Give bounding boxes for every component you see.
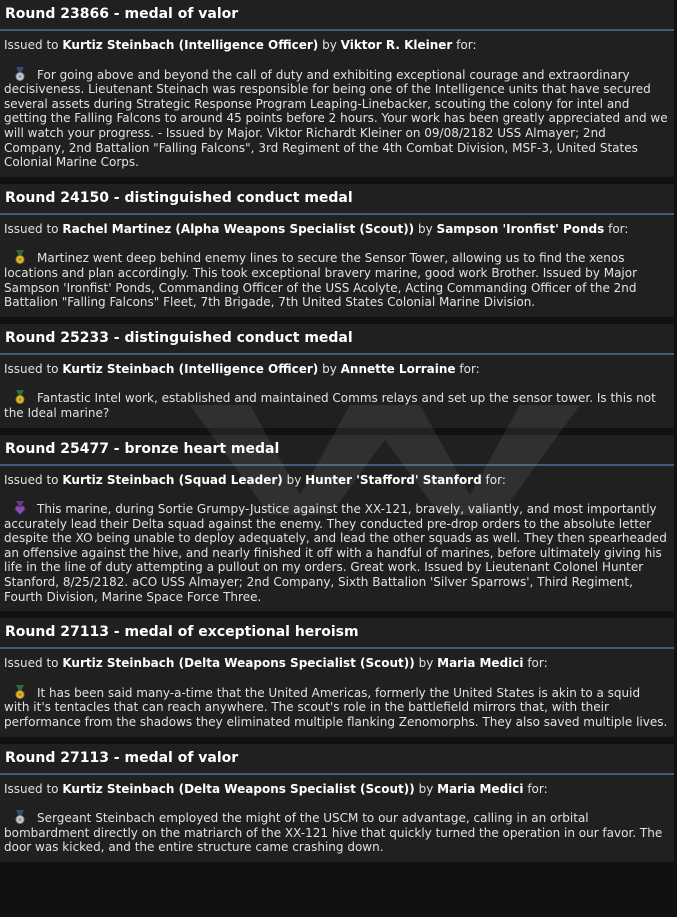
medal-panel xyxy=(0,324,674,428)
round-number: Round 25233 xyxy=(5,329,109,346)
header-separator: - xyxy=(108,624,125,641)
medal-panel xyxy=(0,184,674,317)
medal-header xyxy=(0,744,674,775)
header-separator: - xyxy=(108,749,125,766)
medal-body xyxy=(0,649,674,736)
citation xyxy=(4,250,669,309)
by-text: by xyxy=(418,781,434,796)
issued-line xyxy=(4,782,669,797)
round-number: Round 27113 xyxy=(5,624,109,641)
issued-line xyxy=(4,656,669,671)
issued-to-text: Issued to xyxy=(4,656,59,671)
recipient: Kurtiz Steinbach (Intelligence Officer) xyxy=(62,361,319,376)
medal-name: bronze heart medal xyxy=(124,440,280,457)
medal-gold-icon xyxy=(12,390,28,404)
issuer: Sampson 'Ironfist' Ponds xyxy=(436,221,605,236)
citation-text: For going above and beyond the call of duty and exhibiting exceptional courage and extraordinary decisiveness. Lieutenant Steinach was responsible for being one of the Intelligence units that have secured several assets during Strategic Response Program Leaping-Linebacker, scouting the colony for intel and getting the Falling Falcons to around 45 points before 2 hours. Your work has been greatly appreciated and we will watch your progress. - Issued by Major. Viktor Richardt Kleiner on 09/08/2182 USS Almayer; 2nd Company, 2nd Battalion "Falling Falcons", 3rd Regiment of the 4th Combat Division, MSF-3, United States Colonial Marine Corps. xyxy=(4,67,668,170)
by-text: by xyxy=(418,656,434,671)
for-text: for: xyxy=(527,656,548,671)
by-text: by xyxy=(286,472,302,487)
medal-silver-icon xyxy=(12,810,28,824)
recipient: Kurtiz Steinbach (Delta Weapons Specialist (Scout)) xyxy=(62,656,415,671)
medal-name: distinguished conduct medal xyxy=(124,189,353,206)
medal-name: medal of exceptional heroism xyxy=(124,624,359,641)
issued-line xyxy=(4,362,669,377)
recipient: Kurtiz Steinbach (Squad Leader) xyxy=(62,472,283,487)
issuer: Hunter 'Stafford' Stanford xyxy=(305,472,482,487)
recipient: Kurtiz Steinbach (Intelligence Officer) xyxy=(62,38,319,52)
recipient: Rachel Martinez (Alpha Weapons Specialist (Scout)) xyxy=(62,221,415,236)
medal-body xyxy=(0,215,674,317)
issued-to-text: Issued to xyxy=(4,781,59,796)
citation-text: Sergeant Steinbach employed the might of the USCM to our advantage, calling in an orbital bombardment directly on the matriarch of the XX-121 hive that quickly turned the operation in our favor. The door was kicked, and the entire structure came crashing down. xyxy=(4,811,663,855)
round-number: Round 25477 xyxy=(5,440,109,457)
for-text: for: xyxy=(527,781,548,796)
header-separator: - xyxy=(108,440,125,457)
medal-panel xyxy=(0,0,674,177)
issued-to-text: Issued to xyxy=(4,221,59,236)
citation-text: This marine, during Sortie Grumpy-Justice against the XX-121, bravely, valiantly, and most importantly accurately lead their Delta squad against the enemy. They conducted pre-drop orders to the absolute letter despite the XO being unable to deploy adequately, and lead the other squads as well. They then spearheaded an offensive against the hive, and nearly finished it off with a handful of marines, before ultimately giving his life in the line of duty attempting a pullout on my orders. Great work. Issued by Lieutenant Colonel Hunter Stanford, 8/25/2182. aCO USS Almayer; 2nd Company, Sixth Battalion 'Silver Sparrows', Third Regiment, Fourth Division, Marine Space Force Three. xyxy=(4,502,667,604)
medal-panel xyxy=(0,618,674,736)
medal-heart-icon xyxy=(12,501,28,515)
header-separator: - xyxy=(108,6,125,22)
medal-name: medal of valor xyxy=(124,6,239,22)
for-text: for: xyxy=(608,221,629,236)
round-number: Round 23866 xyxy=(5,6,109,22)
medal-gold-icon xyxy=(12,685,28,699)
medal-header xyxy=(0,435,674,466)
issued-to-text: Issued to xyxy=(4,38,59,52)
recipient: Kurtiz Steinbach (Delta Weapons Specialist (Scout)) xyxy=(62,781,415,796)
citation xyxy=(4,67,669,170)
round-number: Round 24150 xyxy=(5,189,109,206)
issuer: Maria Medici xyxy=(437,656,524,671)
medal-silver-icon xyxy=(12,67,28,81)
issued-line xyxy=(4,222,669,237)
citation xyxy=(4,501,669,604)
medal-body xyxy=(0,355,674,428)
medal-name: distinguished conduct medal xyxy=(124,329,353,346)
citation xyxy=(4,390,669,420)
citation-text: Fantastic Intel work, established and maintained Comms relays and set up the sensor tower. Is this not the Ideal marine? xyxy=(4,391,656,420)
by-text: by xyxy=(322,361,337,376)
for-text: for: xyxy=(459,361,480,376)
medal-header xyxy=(0,324,674,355)
medal-body xyxy=(0,466,674,612)
by-text: by xyxy=(418,221,433,236)
medal-header xyxy=(0,618,674,649)
round-number: Round 27113 xyxy=(5,749,109,766)
header-separator: - xyxy=(108,189,125,206)
for-text: for: xyxy=(485,472,506,487)
for-text: for: xyxy=(456,38,477,52)
medal-name: medal of valor xyxy=(124,749,239,766)
citation-text: Martinez went deep behind enemy lines to secure the Sensor Tower, allowing us to find the xenos locations and plan accordingly. This took exceptional bravery marine, good work Brother. Issued by Major Sampson 'Ironfist' Ponds, Commanding Officer of the USS Acolyte, Acting Commanding Officer of the 2nd Battalion "Falling Falcons" Fleet, 7th Brigade, 7th United States Colonial Marine Division. xyxy=(4,251,638,310)
header-separator: - xyxy=(108,329,125,346)
medal-header xyxy=(0,184,674,215)
issuer: Maria Medici xyxy=(437,781,524,796)
citation-text: It has been said many-a-time that the United Americas, formerly the United States is akin to a squid with it's tentacles that can reach anywhere. The scout's role in the battlefield mirrors that, with their performance from the shadows they eliminated multiple flanking Zenomorphs. They also saved multiple lives. xyxy=(4,685,668,730)
citation xyxy=(4,810,669,855)
medal-body xyxy=(0,31,674,177)
by-text: by xyxy=(322,38,337,52)
medal-panel xyxy=(0,435,674,612)
citation xyxy=(4,685,669,730)
medal-gold-icon xyxy=(12,250,28,264)
issued-line xyxy=(4,38,669,53)
medal-body xyxy=(0,775,674,862)
issued-line xyxy=(4,473,669,488)
issuer: Annette Lorraine xyxy=(340,361,456,376)
medal-header xyxy=(0,0,674,31)
issued-to-text: Issued to xyxy=(4,472,59,487)
medal-panel xyxy=(0,744,674,862)
issued-to-text: Issued to xyxy=(4,361,59,376)
issuer: Viktor R. Kleiner xyxy=(340,38,453,52)
